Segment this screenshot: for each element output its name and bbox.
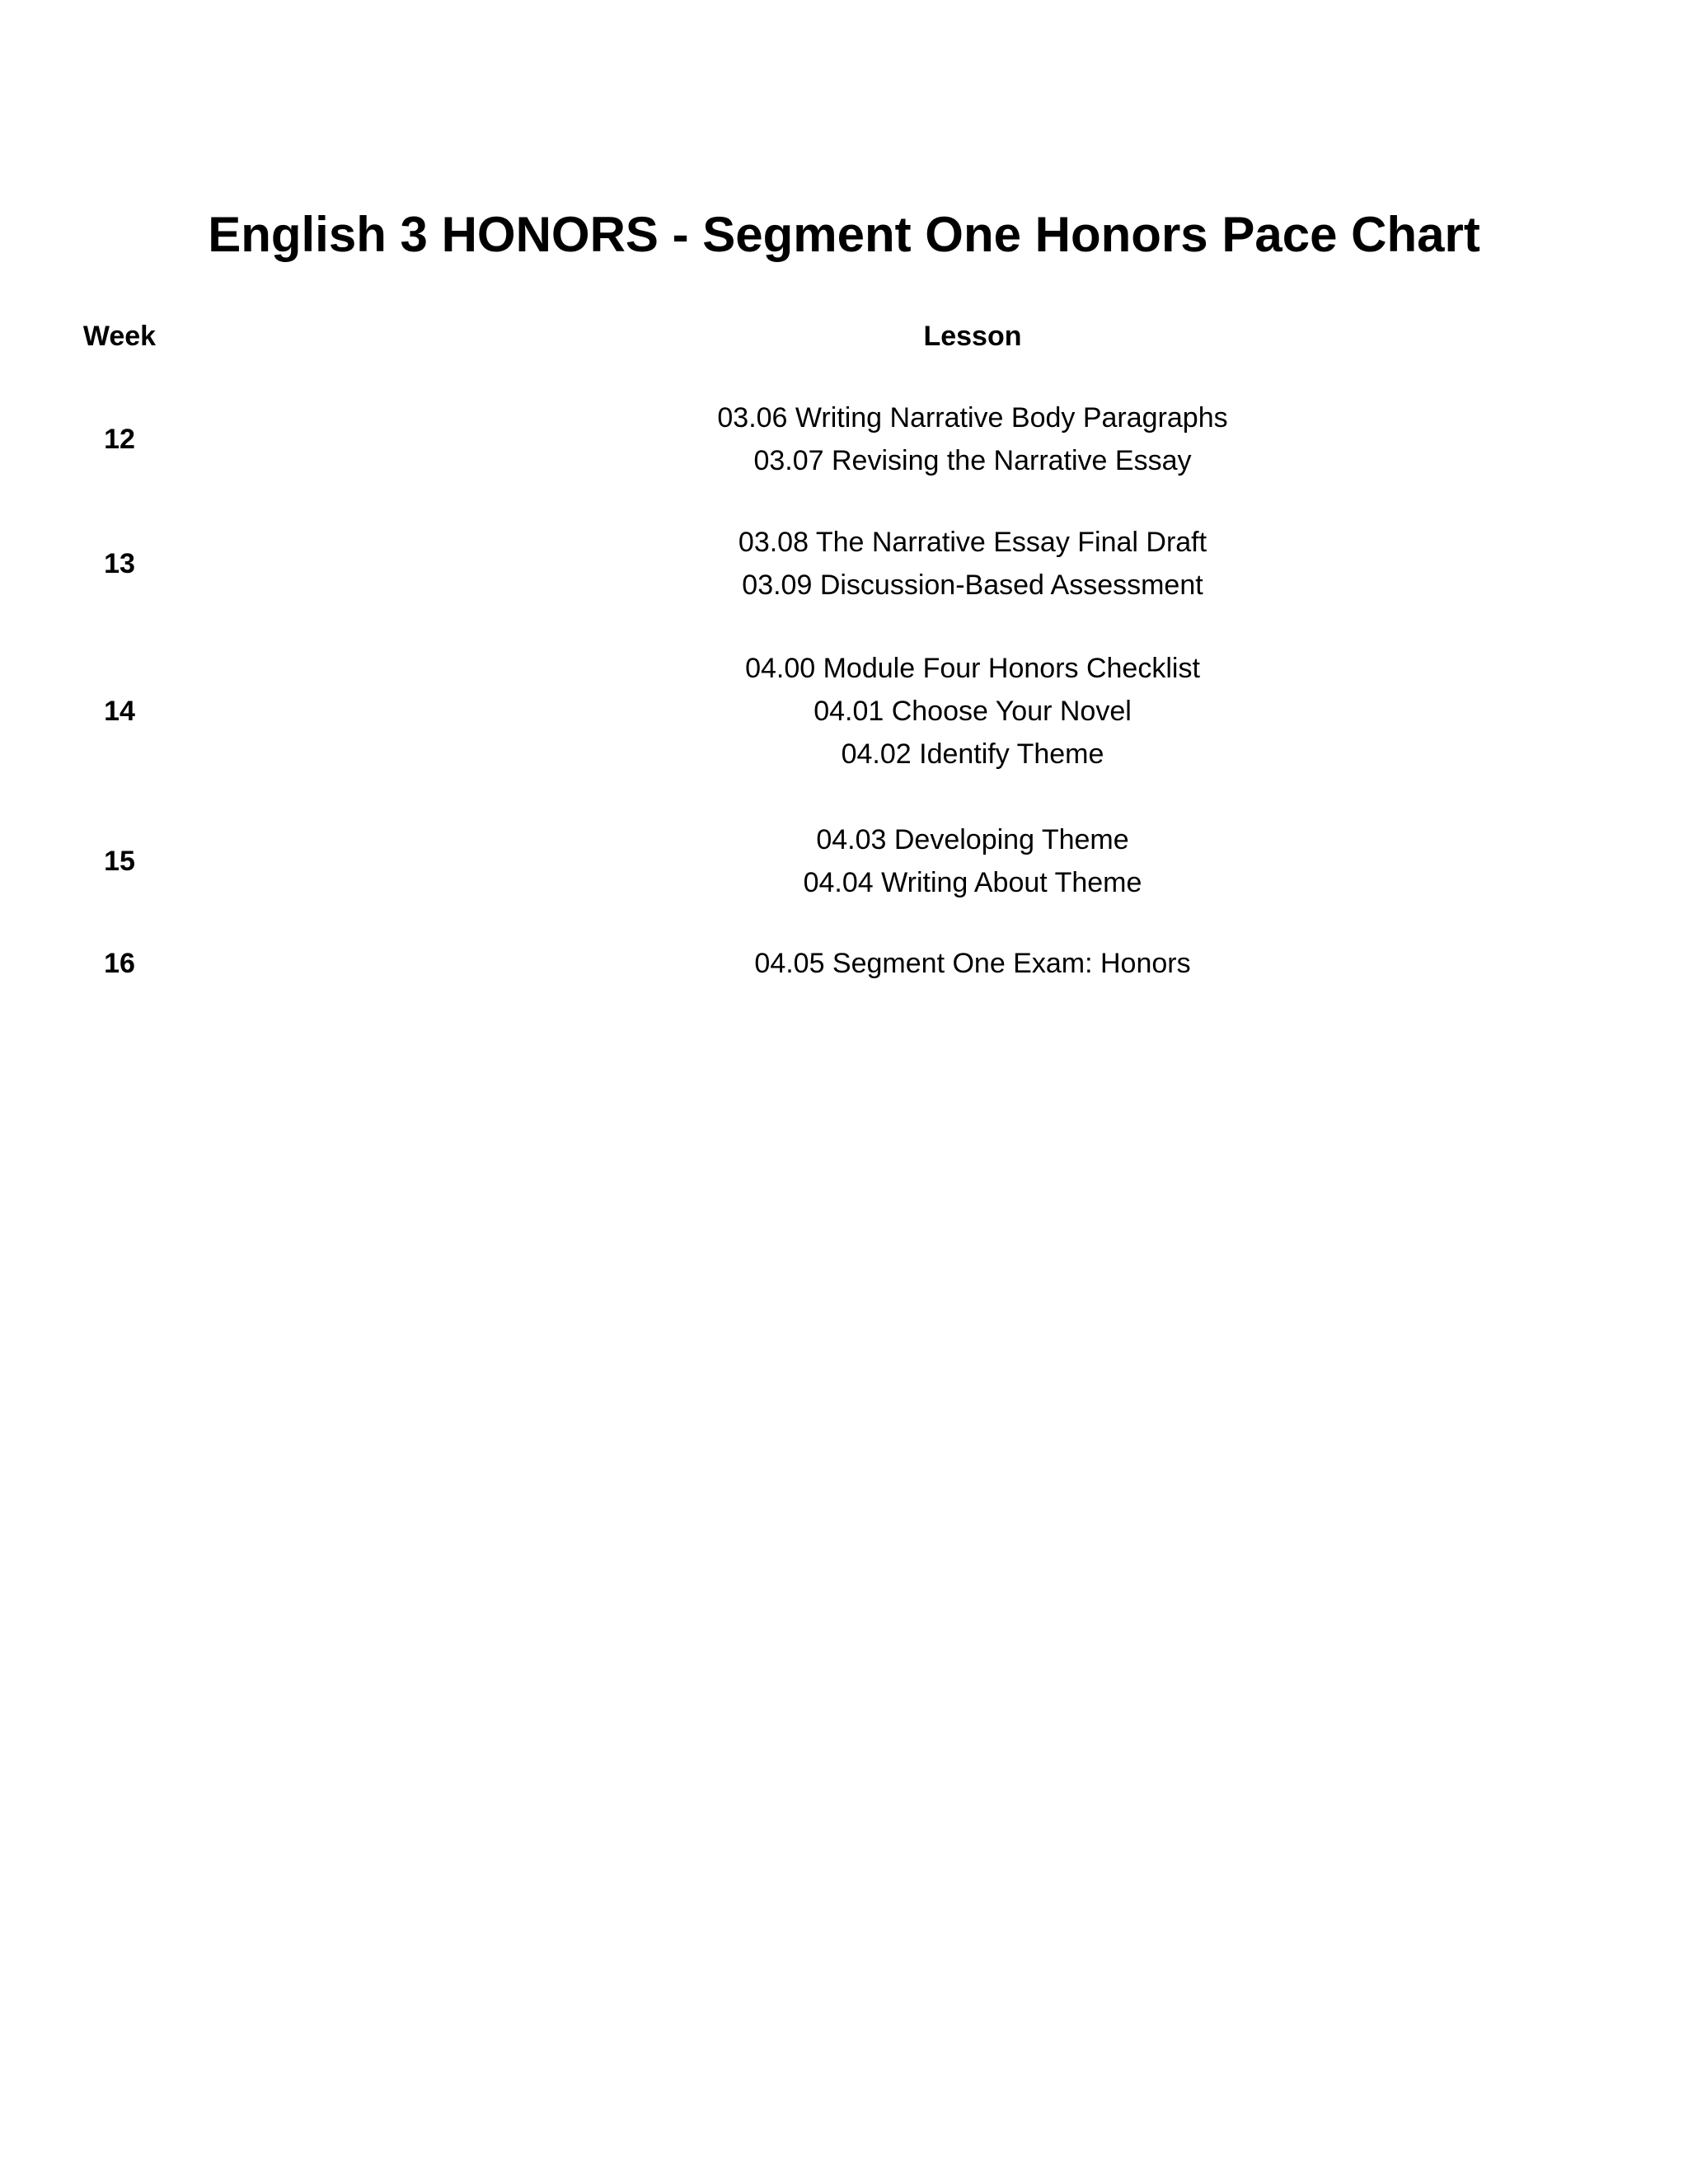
lesson-item: 03.06 Writing Narrative Body Paragraphs [717, 402, 1228, 434]
lesson-list [577, 942, 1368, 985]
week-number: 14 [104, 696, 135, 727]
lesson-item: 04.00 Module Four Honors Checklist [745, 653, 1200, 684]
lesson-item: 04.02 Identify Theme [841, 738, 1104, 770]
week-number: 13 [104, 548, 135, 579]
week-number: 15 [104, 846, 135, 877]
lesson-list [577, 818, 1368, 904]
week-number: 16 [104, 948, 135, 979]
table-row [0, 818, 1688, 904]
lesson-item: 03.07 Revising the Narrative Essay [753, 445, 1192, 476]
week-column-header: Week [82, 321, 157, 352]
table-row [0, 942, 1688, 985]
lesson-list [577, 647, 1368, 776]
lesson-item: 04.01 Choose Your Novel [814, 696, 1132, 727]
lesson-list [577, 521, 1368, 607]
lesson-list [577, 396, 1368, 482]
lesson-item: 03.08 The Narrative Essay Final Draft [738, 527, 1207, 558]
lesson-item: 04.05 Segment One Exam: Honors [754, 948, 1191, 979]
lesson-item: 04.03 Developing Theme [816, 824, 1129, 855]
week-number: 12 [104, 424, 135, 455]
lesson-item: 04.04 Writing About Theme [803, 867, 1142, 898]
table-row [0, 647, 1688, 776]
lesson-column-header: Lesson [923, 321, 1022, 352]
page-title: English 3 HONORS - Segment One Honors Pace Chart [208, 207, 1480, 262]
table-row [0, 521, 1688, 607]
table-row [0, 396, 1688, 482]
lesson-item: 03.09 Discussion-Based Assessment [742, 569, 1203, 601]
